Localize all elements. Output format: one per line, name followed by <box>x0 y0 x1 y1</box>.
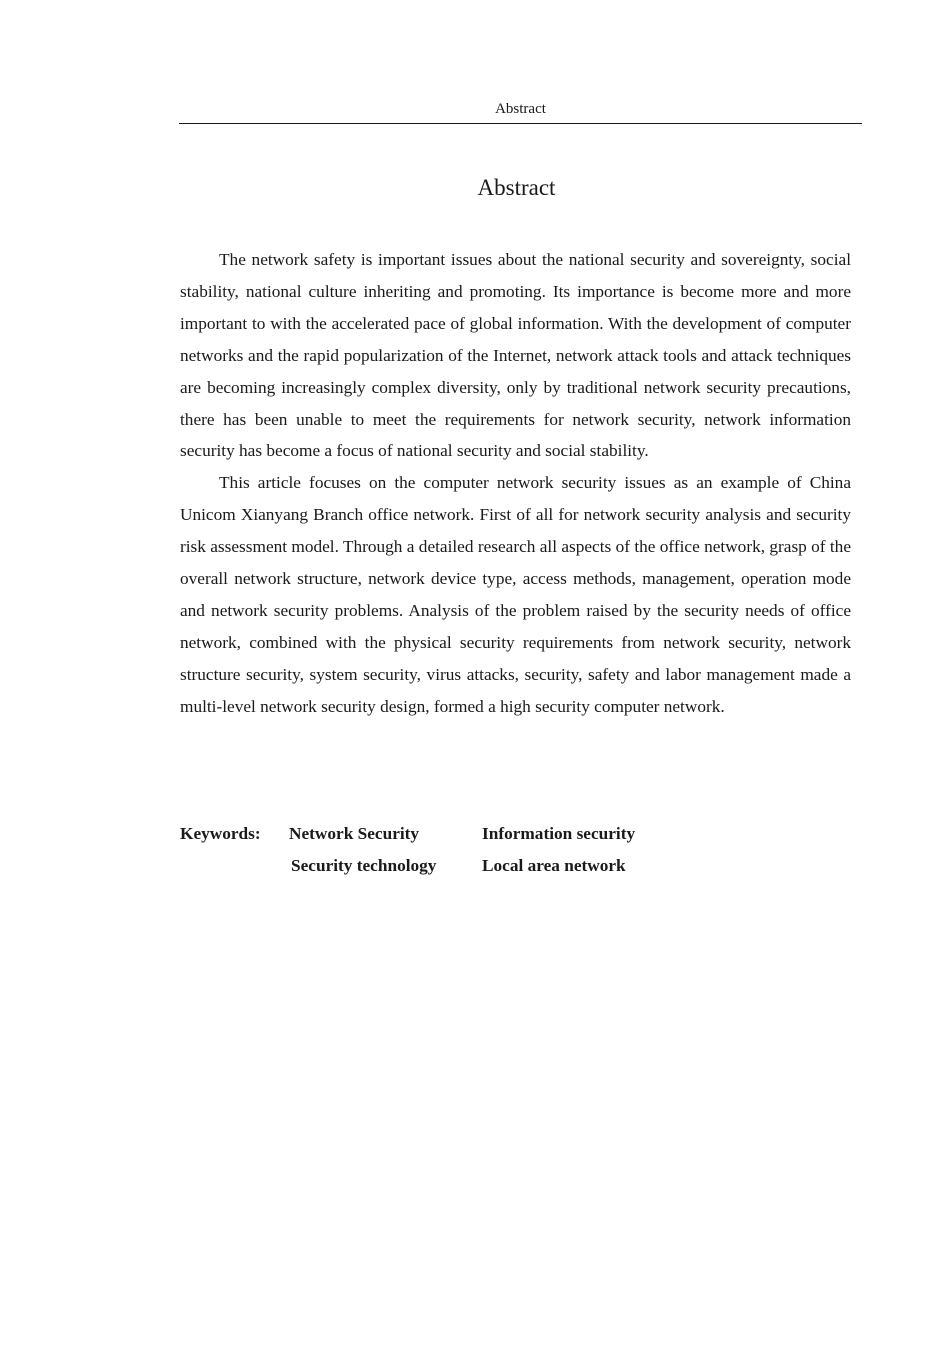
page-title: Abstract <box>477 175 556 200</box>
abstract-body <box>180 244 851 723</box>
abstract-paragraph-1: The network safety is important issues about the national security and sovereignty, social stability, national culture inheriting and promoting. Its importance is become more and more important to with the accelerated pace of global information. With the development of computer networks and the rapid popularization of the Internet, network attack tools and attack techniques are becoming increasingly complex diversity, only by traditional network security precautions, there has been unable to meet the requirements for network security, network information security has become a focus of national security and social stability. <box>180 250 851 461</box>
keywords-label: Keywords: <box>180 824 261 843</box>
header-rule <box>179 123 862 124</box>
keyword-item: Information security <box>482 824 636 843</box>
keyword-item: Local area network <box>482 856 626 875</box>
keyword-item: Network Security <box>289 824 420 843</box>
keyword-item: Security technology <box>291 856 437 875</box>
abstract-paragraph-2: This article focuses on the computer network security issues as an example of China Unicom Xianyang Branch office network. First of all for network security analysis and security risk assessment model. Through a detailed research all aspects of the office network, grasp of the overall network structure, network device type, access methods, management, operation mode and network security problems. Analysis of the problem raised by the security needs of office network, combined with the physical security requirements from network security, network structure security, system security, virus attacks, security, safety and labor management made a multi-level network security design, formed a high security computer network. <box>180 473 851 716</box>
running-header: Abstract <box>495 101 546 117</box>
